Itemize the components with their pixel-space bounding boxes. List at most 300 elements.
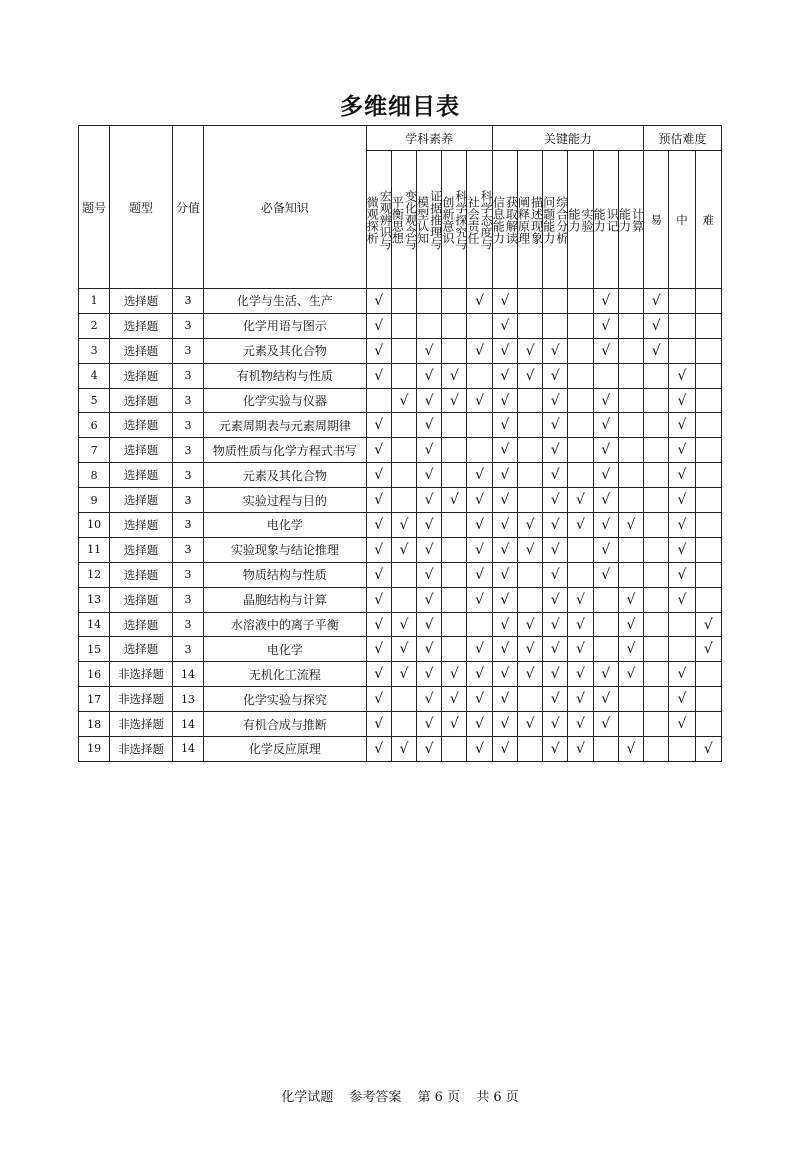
check-mark: √ (543, 363, 568, 388)
question-type: 选择题 (110, 562, 173, 587)
empty-cell (442, 313, 467, 338)
check-mark: √ (467, 488, 492, 513)
header-difficulty-3: 难 (695, 151, 721, 289)
empty-cell (568, 562, 593, 587)
question-knowledge: 化学用语与图示 (204, 313, 366, 338)
check-mark: √ (568, 587, 593, 612)
empty-cell (517, 289, 542, 314)
empty-cell (568, 338, 593, 363)
empty-cell (695, 513, 721, 538)
empty-cell (695, 313, 721, 338)
empty-cell (695, 587, 721, 612)
question-no: 17 (79, 687, 110, 712)
empty-cell (391, 562, 416, 587)
table-row (79, 737, 722, 762)
empty-cell (442, 587, 467, 612)
empty-cell (467, 612, 492, 637)
check-mark: √ (366, 289, 391, 314)
empty-cell (644, 488, 669, 513)
header-ability-5-line-1: 识记 (605, 207, 620, 232)
check-mark: √ (391, 537, 416, 562)
check-mark: √ (669, 488, 695, 513)
question-score: 3 (172, 388, 203, 413)
check-mark: √ (442, 388, 467, 413)
check-mark: √ (593, 562, 618, 587)
empty-cell (442, 438, 467, 463)
empty-cell (391, 587, 416, 612)
check-mark: √ (568, 662, 593, 687)
check-mark: √ (543, 637, 568, 662)
header-literacy-3 (417, 151, 442, 289)
header-ability-3-line-2: 问题能力 (541, 195, 556, 244)
header-literacy-2-line-1: 变化观念与 (403, 189, 418, 250)
header-group-difficulty: 预估难度 (644, 126, 722, 151)
question-type: 选择题 (110, 363, 173, 388)
check-mark: √ (417, 338, 442, 363)
check-mark: √ (568, 712, 593, 737)
empty-cell (568, 537, 593, 562)
check-mark: √ (543, 513, 568, 538)
question-no: 18 (79, 712, 110, 737)
empty-cell (695, 338, 721, 363)
check-mark: √ (366, 612, 391, 637)
check-mark: √ (543, 388, 568, 413)
question-type: 选择题 (110, 612, 173, 637)
header-group-literacy: 学科素养 (366, 126, 492, 151)
header-literacy-5-line-2: 社会责任 (466, 195, 481, 244)
empty-cell (366, 388, 391, 413)
check-mark: √ (644, 338, 669, 363)
question-type: 选择题 (110, 388, 173, 413)
check-mark: √ (669, 513, 695, 538)
check-mark: √ (366, 438, 391, 463)
check-mark: √ (366, 562, 391, 587)
question-knowledge: 有机物结构与性质 (204, 363, 366, 388)
check-mark: √ (467, 687, 492, 712)
check-mark: √ (492, 737, 517, 762)
empty-cell (467, 413, 492, 438)
question-score: 14 (172, 712, 203, 737)
question-score: 3 (172, 413, 203, 438)
check-mark: √ (543, 737, 568, 762)
question-no: 5 (79, 388, 110, 413)
check-mark: √ (543, 463, 568, 488)
empty-cell (517, 438, 542, 463)
empty-cell (695, 289, 721, 314)
header-ability-1-line-2: 信息能力 (491, 195, 506, 244)
empty-cell (442, 612, 467, 637)
check-mark: √ (669, 363, 695, 388)
check-mark: √ (492, 289, 517, 314)
check-mark: √ (695, 637, 721, 662)
check-mark: √ (568, 737, 593, 762)
check-mark: √ (593, 687, 618, 712)
question-score: 3 (172, 338, 203, 363)
header-ability-6-line-1: 计算 (630, 207, 645, 232)
question-score: 13 (172, 687, 203, 712)
empty-cell (442, 537, 467, 562)
header-literacy-2 (391, 151, 416, 289)
check-mark: √ (391, 662, 416, 687)
table-row (79, 562, 722, 587)
check-mark: √ (366, 662, 391, 687)
empty-cell (644, 413, 669, 438)
empty-cell (644, 537, 669, 562)
check-mark: √ (568, 488, 593, 513)
check-mark: √ (417, 662, 442, 687)
check-mark: √ (543, 537, 568, 562)
question-knowledge: 物质结构与性质 (204, 562, 366, 587)
table-row (79, 712, 722, 737)
empty-cell (593, 637, 618, 662)
footer-total: 共 6 页 (476, 1090, 519, 1105)
check-mark: √ (543, 488, 568, 513)
check-mark: √ (669, 587, 695, 612)
check-mark: √ (593, 289, 618, 314)
check-mark: √ (618, 513, 643, 538)
empty-cell (618, 363, 643, 388)
check-mark: √ (568, 513, 593, 538)
question-no: 6 (79, 413, 110, 438)
header-score: 分值 (172, 126, 203, 289)
header-ability-3 (543, 151, 568, 289)
empty-cell (517, 587, 542, 612)
empty-cell (695, 662, 721, 687)
check-mark: √ (517, 363, 542, 388)
question-no: 15 (79, 637, 110, 662)
question-no: 4 (79, 363, 110, 388)
check-mark: √ (492, 687, 517, 712)
empty-cell (669, 289, 695, 314)
empty-cell (695, 687, 721, 712)
empty-cell (695, 463, 721, 488)
header-literacy-1-line-1: 宏观辨识与 (378, 189, 393, 250)
check-mark: √ (644, 289, 669, 314)
empty-cell (644, 513, 669, 538)
check-mark: √ (366, 637, 391, 662)
table-row (79, 363, 722, 388)
header-literacy-4-line-2: 创新意识 (440, 195, 455, 244)
empty-cell (417, 289, 442, 314)
question-score: 3 (172, 513, 203, 538)
header-literacy-3-line-1: 证据推理与 (428, 189, 443, 250)
empty-cell (695, 363, 721, 388)
question-type: 选择题 (110, 338, 173, 363)
check-mark: √ (467, 637, 492, 662)
empty-cell (618, 562, 643, 587)
table-row (79, 687, 722, 712)
check-mark: √ (669, 413, 695, 438)
check-mark: √ (492, 562, 517, 587)
empty-cell (517, 687, 542, 712)
check-mark: √ (517, 338, 542, 363)
empty-cell (442, 463, 467, 488)
empty-cell (644, 463, 669, 488)
question-no: 16 (79, 662, 110, 687)
empty-cell (543, 313, 568, 338)
question-score: 3 (172, 438, 203, 463)
empty-cell (644, 662, 669, 687)
table-row (79, 612, 722, 637)
check-mark: √ (543, 338, 568, 363)
header-no: 题号 (79, 126, 110, 289)
check-mark: √ (417, 463, 442, 488)
empty-cell (442, 338, 467, 363)
table-row (79, 537, 722, 562)
question-no: 9 (79, 488, 110, 513)
check-mark: √ (593, 463, 618, 488)
check-mark: √ (366, 488, 391, 513)
empty-cell (517, 562, 542, 587)
check-mark: √ (492, 438, 517, 463)
question-type: 非选择题 (110, 687, 173, 712)
check-mark: √ (568, 637, 593, 662)
check-mark: √ (417, 488, 442, 513)
check-mark: √ (593, 438, 618, 463)
check-mark: √ (593, 488, 618, 513)
empty-cell (618, 413, 643, 438)
check-mark: √ (593, 662, 618, 687)
check-mark: √ (467, 562, 492, 587)
check-mark: √ (492, 537, 517, 562)
empty-cell (695, 488, 721, 513)
check-mark: √ (442, 662, 467, 687)
check-mark: √ (618, 587, 643, 612)
check-mark: √ (669, 388, 695, 413)
question-score: 3 (172, 537, 203, 562)
question-type: 非选择题 (110, 737, 173, 762)
check-mark: √ (543, 662, 568, 687)
check-mark: √ (467, 662, 492, 687)
check-mark: √ (442, 488, 467, 513)
empty-cell (593, 587, 618, 612)
question-type: 选择题 (110, 513, 173, 538)
check-mark: √ (417, 413, 442, 438)
empty-cell (644, 737, 669, 762)
empty-cell (695, 413, 721, 438)
table-row (79, 463, 722, 488)
empty-cell (568, 438, 593, 463)
empty-cell (467, 363, 492, 388)
check-mark: √ (543, 687, 568, 712)
check-mark: √ (366, 712, 391, 737)
question-type: 选择题 (110, 289, 173, 314)
header-ability-2 (517, 151, 542, 289)
check-mark: √ (492, 363, 517, 388)
header-literacy-5 (467, 151, 492, 289)
empty-cell (593, 737, 618, 762)
empty-cell (695, 562, 721, 587)
question-score: 3 (172, 313, 203, 338)
question-no: 10 (79, 513, 110, 538)
empty-cell (391, 438, 416, 463)
question-no: 11 (79, 537, 110, 562)
header-difficulty-1: 易 (644, 151, 669, 289)
check-mark: √ (492, 313, 517, 338)
question-no: 8 (79, 463, 110, 488)
question-knowledge: 实验现象与结论推理 (204, 537, 366, 562)
question-knowledge: 实验过程与目的 (204, 488, 366, 513)
empty-cell (442, 513, 467, 538)
header-type: 题型 (110, 126, 173, 289)
question-no: 19 (79, 737, 110, 762)
check-mark: √ (669, 438, 695, 463)
check-mark: √ (391, 513, 416, 538)
empty-cell (442, 737, 467, 762)
check-mark: √ (517, 612, 542, 637)
empty-cell (467, 438, 492, 463)
question-score: 3 (172, 289, 203, 314)
check-mark: √ (417, 513, 442, 538)
empty-cell (417, 313, 442, 338)
empty-cell (644, 712, 669, 737)
check-mark: √ (593, 513, 618, 538)
question-type: 选择题 (110, 537, 173, 562)
table-row (79, 438, 722, 463)
question-score: 3 (172, 562, 203, 587)
check-mark: √ (366, 413, 391, 438)
check-mark: √ (391, 637, 416, 662)
question-type: 选择题 (110, 637, 173, 662)
specification-table (78, 125, 722, 762)
check-mark: √ (618, 662, 643, 687)
check-mark: √ (543, 562, 568, 587)
check-mark: √ (417, 712, 442, 737)
header-ability-6 (618, 151, 643, 289)
empty-cell (391, 687, 416, 712)
check-mark: √ (543, 612, 568, 637)
question-score: 3 (172, 612, 203, 637)
check-mark: √ (492, 662, 517, 687)
question-no: 13 (79, 587, 110, 612)
empty-cell (644, 363, 669, 388)
check-mark: √ (492, 587, 517, 612)
empty-cell (618, 388, 643, 413)
table-row (79, 338, 722, 363)
question-knowledge: 物质性质与化学方程式书写 (204, 438, 366, 463)
header-literacy-1 (366, 151, 391, 289)
empty-cell (568, 413, 593, 438)
empty-cell (695, 438, 721, 463)
check-mark: √ (417, 612, 442, 637)
question-no: 3 (79, 338, 110, 363)
header-literacy-2-line-2: 平衡思想 (390, 195, 405, 244)
check-mark: √ (417, 737, 442, 762)
check-mark: √ (669, 537, 695, 562)
check-mark: √ (417, 587, 442, 612)
question-type: 选择题 (110, 313, 173, 338)
question-type: 选择题 (110, 463, 173, 488)
check-mark: √ (366, 513, 391, 538)
empty-cell (568, 289, 593, 314)
check-mark: √ (517, 662, 542, 687)
footer-answer: 参考答案 (349, 1090, 402, 1105)
empty-cell (669, 338, 695, 363)
check-mark: √ (492, 413, 517, 438)
question-no: 2 (79, 313, 110, 338)
header-ability-2-line-1: 描述现象 (529, 195, 544, 244)
check-mark: √ (543, 438, 568, 463)
empty-cell (391, 413, 416, 438)
empty-cell (517, 388, 542, 413)
check-mark: √ (391, 612, 416, 637)
header-ability-5-line-2: 能力 (592, 207, 607, 232)
empty-cell (391, 338, 416, 363)
question-no: 7 (79, 438, 110, 463)
empty-cell (644, 637, 669, 662)
check-mark: √ (417, 363, 442, 388)
footer-page: 第 6 页 (417, 1090, 461, 1105)
header-literacy-5-line-1: 科学态度与 (479, 189, 494, 250)
empty-cell (391, 289, 416, 314)
header-literacy-4 (442, 151, 467, 289)
check-mark: √ (366, 338, 391, 363)
empty-cell (695, 388, 721, 413)
empty-cell (517, 488, 542, 513)
header-literacy-3-line-2: 模型认知 (415, 195, 430, 244)
check-mark: √ (417, 388, 442, 413)
question-score: 3 (172, 637, 203, 662)
header-knowledge: 必备知识 (204, 126, 366, 289)
check-mark: √ (492, 488, 517, 513)
question-knowledge: 元素周期表与元素周期律 (204, 413, 366, 438)
check-mark: √ (417, 687, 442, 712)
empty-cell (391, 712, 416, 737)
check-mark: √ (417, 438, 442, 463)
header-literacy-4-line-1: 科学探究与 (453, 189, 468, 250)
check-mark: √ (618, 612, 643, 637)
check-mark: √ (593, 537, 618, 562)
check-mark: √ (366, 313, 391, 338)
question-type: 选择题 (110, 587, 173, 612)
empty-cell (568, 463, 593, 488)
table-row (79, 388, 722, 413)
question-knowledge: 元素及其化合物 (204, 463, 366, 488)
question-knowledge: 晶胞结构与计算 (204, 587, 366, 612)
check-mark: √ (467, 513, 492, 538)
empty-cell (644, 587, 669, 612)
check-mark: √ (467, 737, 492, 762)
check-mark: √ (492, 388, 517, 413)
check-mark: √ (492, 513, 517, 538)
check-mark: √ (366, 463, 391, 488)
question-type: 选择题 (110, 488, 173, 513)
header-ability-2-line-2: 阐释原理 (516, 195, 531, 244)
check-mark: √ (543, 413, 568, 438)
question-no: 12 (79, 562, 110, 587)
check-mark: √ (492, 338, 517, 363)
empty-cell (618, 687, 643, 712)
table-row (79, 313, 722, 338)
check-mark: √ (517, 537, 542, 562)
empty-cell (442, 637, 467, 662)
empty-cell (517, 413, 542, 438)
empty-cell (669, 612, 695, 637)
empty-cell (568, 363, 593, 388)
check-mark: √ (391, 388, 416, 413)
empty-cell (467, 313, 492, 338)
check-mark: √ (467, 463, 492, 488)
header-group-ability: 关键能力 (492, 126, 643, 151)
question-score: 3 (172, 587, 203, 612)
empty-cell (618, 712, 643, 737)
empty-cell (543, 289, 568, 314)
check-mark: √ (695, 737, 721, 762)
table-row (79, 662, 722, 687)
check-mark: √ (366, 687, 391, 712)
question-type: 非选择题 (110, 662, 173, 687)
check-mark: √ (391, 737, 416, 762)
